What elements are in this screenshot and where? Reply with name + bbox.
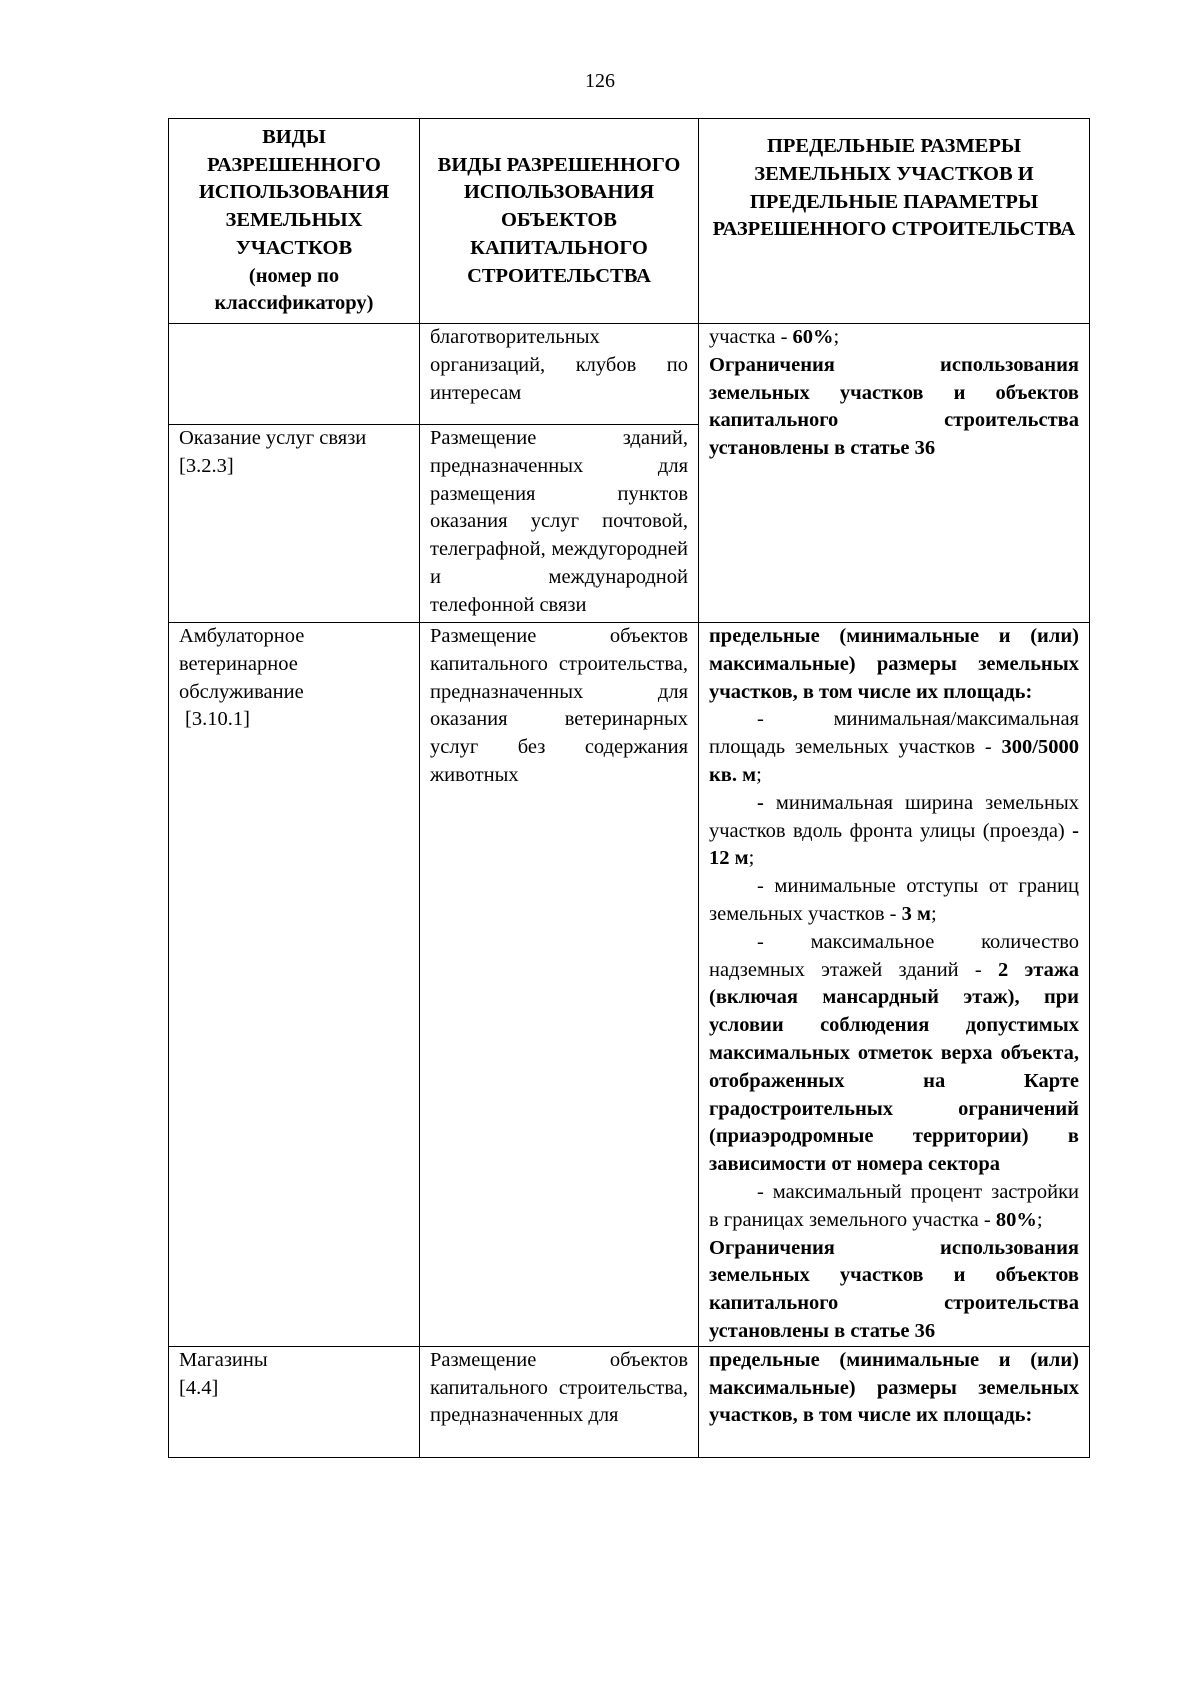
row3-p5-text: - максимальное количество надземных этажей зданий -	[709, 930, 1079, 981]
row3-p6	[709, 1179, 1079, 1235]
row3-p6-text: - максимальный процент застройки в границах земельного участка -	[709, 1180, 1079, 1231]
row3-p6-end: ;	[1036, 1208, 1043, 1231]
row3-p4	[709, 873, 1079, 929]
header-col1	[169, 119, 420, 324]
row4-col3	[699, 1346, 1090, 1457]
row4-col3-text: предельные (минимальные и (или) максимальные) размеры земельных участков, в том числе их площадь:	[709, 1348, 1079, 1427]
header-col1-subtitle: (номер по классификатору)	[214, 264, 374, 315]
table-header-row	[169, 119, 1090, 324]
row3-p2-text: - минимальная/максимальная площадь земельных участков -	[709, 708, 1079, 759]
row3-code: [3.10.1]	[185, 708, 250, 731]
row4-col2-text: Размещение объектов капитального строительства, предназначенных для	[430, 1348, 688, 1427]
row1-col1	[169, 324, 420, 425]
row3-p3-dash: -	[757, 791, 764, 814]
row2-col2-text: Размещение зданий, предназначенных для размещения пунктов оказания услуг почтовой, телеграфной, междугородней и международной телефонной связи	[430, 427, 688, 616]
row3-p2-bold: 300/5000 кв. м	[709, 736, 1079, 786]
row3-col2	[420, 623, 699, 1347]
row3-p2-end: ;	[756, 763, 762, 786]
table-row	[169, 623, 1090, 1347]
page-number: 126	[585, 70, 615, 92]
row3-p2	[709, 706, 1079, 789]
row1-col3	[699, 324, 1090, 623]
row1-col3-text: участка -	[709, 326, 793, 348]
row2-col2	[420, 425, 699, 623]
row1-col3-bold: 60%	[792, 326, 834, 348]
row1-restrictions: Ограничения использования земельных участков и объектов капитального строительства установлены в статье 36	[709, 353, 1079, 460]
row2-name: Оказание услуг связи	[179, 427, 367, 449]
table-row	[169, 324, 1090, 425]
row3-name: Амбулаторное ветеринарное обслуживание	[179, 625, 305, 703]
row3-p4-bold: 3 м	[901, 902, 931, 925]
row2-code: [3.2.3]	[179, 454, 234, 477]
header-col1-title: ВИДЫ РАЗРЕШЕННОГО ИСПОЛЬЗОВАНИЯ ЗЕМЕЛЬНЫХ УЧАСТКОВ	[198, 125, 390, 259]
row3-p3-bold: - 12 м	[709, 819, 1079, 870]
row3-restrictions: Ограничения использования земельных участков и объектов капитального строительства установлены в статье 36	[709, 1236, 1079, 1342]
row1-col2	[420, 324, 699, 425]
row3-col3	[699, 623, 1090, 1347]
table-row	[169, 1346, 1090, 1457]
row2-col1	[169, 425, 420, 623]
row3-p6-bold: 80%	[995, 1208, 1037, 1231]
row3-p3-text: минимальная ширина земельных участков вдоль фронта улицы (проезда)	[709, 791, 1079, 842]
header-col3: ПРЕДЕЛЬНЫЕ РАЗМЕРЫ ЗЕМЕЛЬНЫХ УЧАСТКОВ И ПРЕДЕЛЬНЫЕ ПАРАМЕТРЫ РАЗРЕШЕННОГО СТРОИТЕЛЬСТВА	[699, 119, 1090, 324]
row4-name: Магазины	[179, 1348, 268, 1371]
row3-p3-end: ;	[748, 847, 755, 870]
row3-col2-text: Размещение объектов капитального строительства, предназначенных для оказания ветеринарных услуг без содержания животных	[430, 625, 688, 786]
header-col2: ВИДЫ РАЗРЕШЕННОГО ИСПОЛЬЗОВАНИЯ ОБЪЕКТОВ КАПИТАЛЬНОГО СТРОИТЕЛЬСТВА	[420, 119, 699, 324]
row3-p1: предельные (минимальные и (или) максимальные) размеры земельных участков, в том числе их площадь:	[709, 625, 1079, 703]
row4-code: [4.4]	[179, 1376, 219, 1399]
row3-p4-end: ;	[930, 902, 937, 925]
row3-p5	[709, 929, 1079, 1179]
row3-p3	[709, 790, 1079, 873]
row3-p5-bold: 2 этажа (включая мансардный этаж), при условии соблюдения допустимых максимальных отметок верха объекта, отображенных на Карте градостроительных ограничений (приаэродромные территории) в зависимости от номера сектора	[709, 958, 1080, 1176]
row4-col2	[420, 1346, 699, 1457]
row1-col2-text: благотворительных организаций, клубов по интересам	[430, 326, 688, 404]
row1-col3-end: ;	[833, 326, 840, 348]
row4-col1	[169, 1346, 420, 1457]
row3-p4-text: - минимальные отступы от границ земельных участков -	[709, 875, 1079, 925]
row3-col1	[169, 623, 420, 1347]
zoning-table	[168, 118, 1090, 1458]
row1-col3-line1	[709, 324, 1079, 352]
